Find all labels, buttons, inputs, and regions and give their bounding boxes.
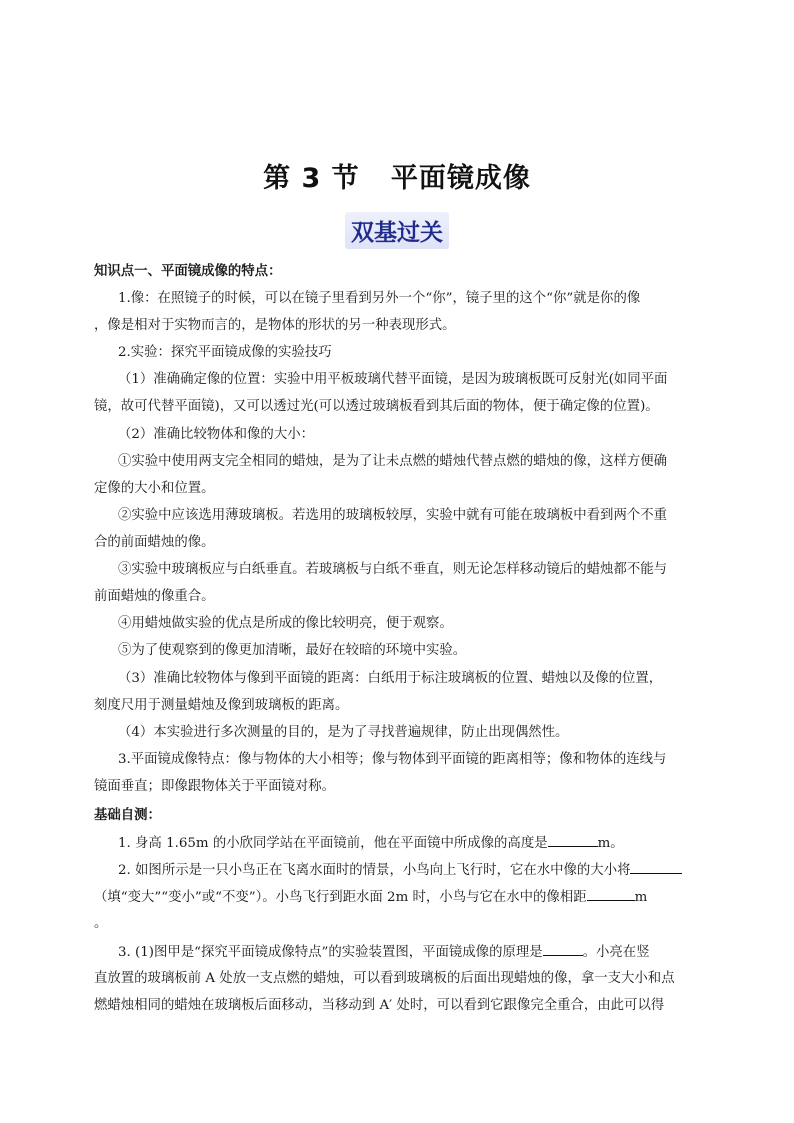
paragraph-image-def-1: 1.像：在照镜子的时候，可以在镜子里看到另外一个“你”，镜子里的这个“你”就是你的像: [118, 291, 641, 306]
question-2-line-3: 。: [94, 916, 108, 931]
paragraph-candles-2: 定像的大小和位置。: [94, 481, 215, 496]
question-3-text-1b: 。小亮在竖: [582, 945, 650, 960]
paragraph-distance-1: （3）准确比较物体与像到平面镜的距离：白纸用于标注玻璃板的位置、蜡烛以及像的位置，: [118, 671, 663, 686]
answer-blank: [630, 861, 682, 874]
question-2-text-1: 2. 如图所示是一只小鸟正在飞离水面时的情景，小鸟向上飞行时，它在水中像的大小将: [118, 863, 631, 878]
paragraph-features-1: 3.平面镜成像特点：像与物体的大小相等；像与物体到平面镜的距离相等；像和物体的连线与: [118, 752, 667, 767]
page-title: 第 3 节 平面镜成像: [263, 163, 531, 194]
paragraph-vertical-2: 前面蜡烛的像重合。: [94, 589, 215, 604]
question-2-line-2: [94, 888, 704, 907]
paragraph-vertical-1: ③实验中玻璃板应与白纸垂直。若玻璃板与白纸不垂直，则无论怎样移动镜后的蜡烛都不能与: [118, 562, 668, 577]
paragraph-experiment: 2.实验：探究平面镜成像的实验技巧: [118, 345, 332, 360]
paragraph-candles-1: ①实验中使用两支完全相同的蜡烛，是为了让未点燃的蜡烛代替点燃的蜡烛的像，这样方便确: [118, 454, 668, 469]
question-3-line-3: 燃蜡烛相同的蜡烛在玻璃板后面移动，当移动到 A′ 处时，可以看到它跟像完全重合，由此可以得: [94, 998, 665, 1013]
question-1: [118, 834, 728, 853]
self-test-heading: 基础自测：: [94, 807, 161, 823]
question-2-unit: m: [634, 890, 648, 905]
answer-blank: [587, 888, 635, 901]
question-2-text-2: （填“变大”“变小”或“不变”）。小鸟飞行到距水面 2m 时，小鸟与它在水中的像相距: [94, 890, 587, 905]
paragraph-thin-glass-2: 合的前面蜡烛的像。: [94, 535, 215, 550]
question-1-text: 1. 身高 1.65m 的小欣同学站在平面镜前，他在平面镜中所成像的高度是: [118, 836, 548, 851]
paragraph-dark-env: ⑤为了使观察到的像更加清晰，最好在较暗的环境中实验。: [118, 643, 467, 658]
question-3-text-1a: 3. (1)图甲是“探究平面镜成像特点”的实验装置图，平面镜成像的原理是: [118, 945, 543, 960]
section-banner-text: 双基过关: [345, 212, 449, 249]
paragraph-thin-glass-1: ②实验中应该选用薄玻璃板。若选用的玻璃板较厚，实验中就有可能在玻璃板中看到两个不重: [118, 508, 668, 523]
knowledge-heading: 知识点一、平面镜成像的特点：: [94, 263, 282, 279]
question-3-line-1: [118, 943, 728, 962]
section-banner: [0, 212, 794, 249]
question-1-unit: m。: [597, 836, 624, 851]
paragraph-position-1: （1）准确确定像的位置：实验中用平板玻璃代替平面镜，是因为玻璃板既可反射光(如同平面: [118, 372, 668, 387]
paragraph-size: （2）准确比较物体和像的大小：: [118, 427, 314, 442]
paragraph-image-def-2: ，像是相对于实物而言的，是物体的形状的另一种表现形式。: [94, 318, 456, 333]
answer-blank: [543, 943, 583, 956]
paragraph-bright: ④用蜡烛做实验的优点是所成的像比较明亮，便于观察。: [118, 616, 453, 631]
question-3-line-2: 直放置的玻璃板前 A 处放一支点燃的蜡烛，可以看到玻璃板的后面出现蜡烛的像，拿一支大小和点: [94, 971, 675, 986]
paragraph-position-2: 镜，故可代替平面镜)，又可以透过光(可以透过玻璃板看到其后面的物体，便于确定像的位置)。: [94, 399, 659, 414]
paragraph-distance-2: 刻度尺用于测量蜡烛及像到玻璃板的距离。: [94, 698, 349, 713]
paragraph-features-2: 镜面垂直；即像跟物体关于平面镜对称。: [94, 779, 336, 794]
paragraph-multiple-measure: （4）本实验进行多次测量的目的，是为了寻找普遍规律，防止出现偶然性。: [118, 725, 569, 740]
answer-blank: [548, 834, 598, 847]
question-2-line-1: [118, 861, 728, 880]
